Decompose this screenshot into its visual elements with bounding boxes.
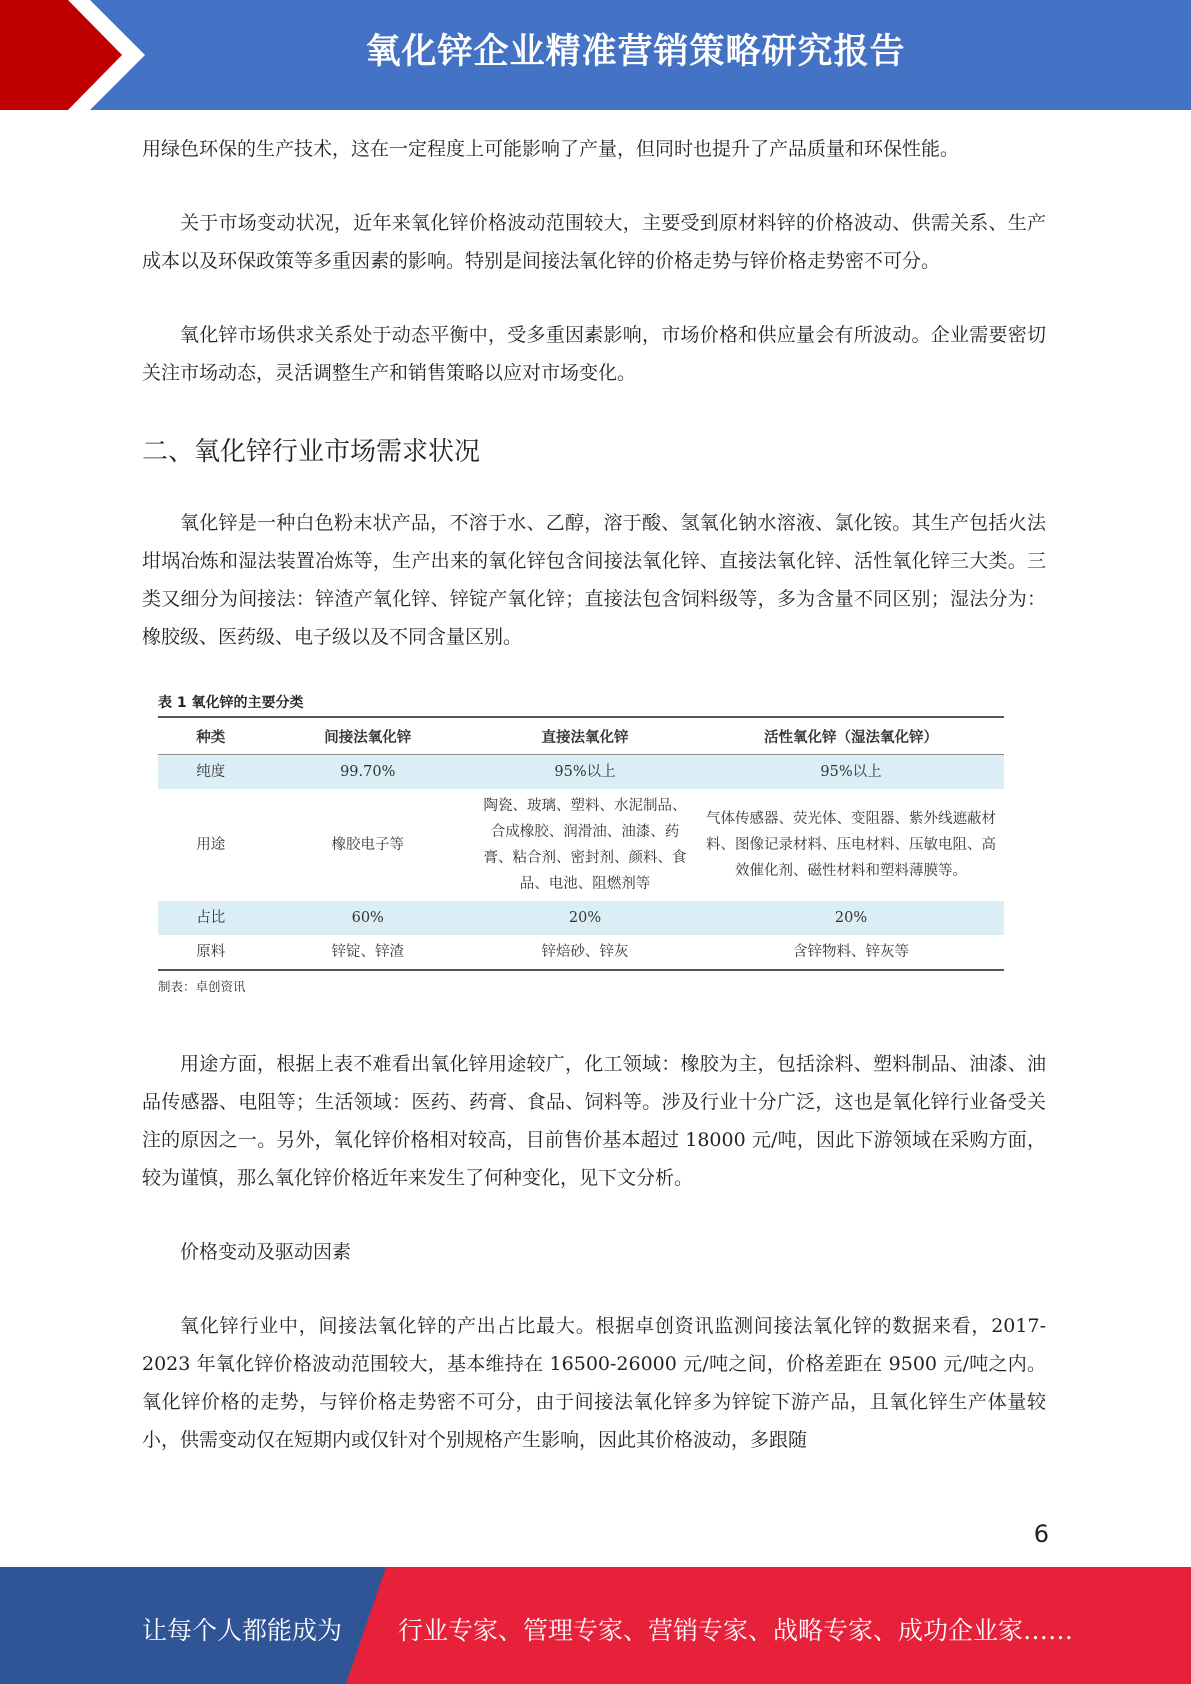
footer-slogan-left: 让每个人都能成为 — [142, 1616, 343, 1645]
table-row — [158, 901, 1004, 935]
header-banner — [0, 0, 1191, 110]
classification-table-figure — [158, 692, 1004, 995]
table-cell: 95%以上 — [472, 755, 698, 790]
table-cell: 60% — [263, 901, 472, 935]
paragraph: 氧化锌行业中，间接法氧化锌的产出占比最大。根据卓创资讯监测间接法氧化锌的数据来看，2017-2023 年氧化锌价格波动范围较大，基本维持在 16500-26000 元/吨之间，价格差距在 9500 元/吨之内。氧化锌价格的走势，与锌价格走势密不可分，由于间接法氧化锌多为锌锭下游产品，且氧化锌生产体量较小，供需变动仅在短期内或仅针对个别规格产生影响，因此其价格波动，多跟随 — [142, 1315, 1046, 1451]
paragraph: 用途方面，根据上表不难看出氧化锌用途较广，化工领域：橡胶为主，包括涂料、塑料制品、油漆、油品传感器、电阻等；生活领域：医药、药膏、食品、饲料等。涉及行业十分广泛，这也是氧化锌行业备受关注的原因之一。另外，氧化锌价格相对较高，目前售价基本超过 18000 元/吨，因此下游领域在采购方面，较为谨慎，那么氧化锌价格近年来发生了何种变化，见下文分析。 — [142, 1053, 1046, 1189]
table-cell: 纯度 — [158, 755, 263, 790]
footer-banner — [0, 1567, 1191, 1684]
footer-slogan-right: 行业专家、管理专家、营销专家、战略专家、成功企业家…… — [398, 1616, 1074, 1645]
table-caption: 表 1 氧化锌的主要分类 — [158, 695, 304, 711]
header-chevron-decoration — [0, 0, 160, 110]
page-content — [142, 130, 1046, 1459]
table-cell: 橡胶电子等 — [331, 837, 404, 853]
table-cell: 20% — [472, 901, 698, 935]
table-header-cell: 活性氧化锌（湿法氧化锌） — [698, 717, 1004, 755]
table-cell: 原料 — [158, 935, 263, 970]
paragraph: 氧化锌市场供求关系处于动态平衡中，受多重因素影响，市场价格和供应量会有所波动。企业需要密切关注市场动态，灵活调整生产和销售策略以应对市场变化。 — [142, 324, 1046, 384]
classification-table — [158, 716, 1004, 971]
table-cell: 气体传感器、荧光体、变阻器、紫外线遮蔽材料、图像记录材料、压电材料、压敏电阻、高效催化剂、磁性材料和塑料薄膜等。 — [706, 811, 996, 879]
table-cell: 含锌物料、锌灰等 — [698, 935, 1004, 970]
table-cell: 20% — [698, 901, 1004, 935]
table-cell: 99.70% — [263, 755, 472, 790]
page-number: 6 — [1033, 1520, 1049, 1548]
paragraph: 关于市场变动状况，近年来氧化锌价格波动范围较大，主要受到原材料锌的价格波动、供需关系、生产成本以及环保政策等多重因素的影响。特别是间接法氧化锌的价格走势与锌价格走势密不可分。 — [142, 212, 1046, 272]
table-header-cell: 种类 — [158, 717, 263, 755]
section-heading: 二、氧化锌行业市场需求状况 — [142, 437, 481, 467]
table-cell: 用途 — [196, 837, 226, 853]
table-cell: 95%以上 — [698, 755, 1004, 790]
paragraph: 氧化锌是一种白色粉末状产品，不溶于水、乙醇，溶于酸、氢氧化钠水溶液、氯化铵。其生产包括火法坩埚冶炼和湿法装置冶炼等，生产出来的氧化锌包含间接法氧化锌、直接法氧化锌、活性氧化锌三大类。三类又细分为间接法：锌渣产氧化锌、锌锭产氧化锌；直接法包含饲料级等，多为含量不同区别；湿法分为：橡胶级、医药级、电子级以及不同含量区别。 — [142, 512, 1046, 648]
table-cell: 陶瓷、玻璃、塑料、水泥制品、合成橡胶、润滑油、油漆、药膏、粘合剂、密封剂、颜料、食品、电池、阻燃剂等 — [483, 798, 687, 892]
table-row — [158, 755, 1004, 790]
table-header-cell: 直接法氧化锌 — [472, 717, 698, 755]
table-header-cell: 间接法氧化锌 — [263, 717, 472, 755]
table-header-row — [158, 717, 1004, 755]
table-row — [158, 789, 1004, 901]
table-cell: 锌焙砂、锌灰 — [472, 935, 698, 970]
table-source: 制表：卓创资讯 — [158, 979, 246, 994]
table-cell: 占比 — [158, 901, 263, 935]
subheading-paragraph: 价格变动及驱动因素 — [180, 1241, 352, 1263]
table-row — [158, 935, 1004, 970]
table-cell: 锌锭、锌渣 — [263, 935, 472, 970]
paragraph: 用绿色环保的生产技术，这在一定程度上可能影响了产量，但同时也提升了产品质量和环保性能。 — [142, 138, 960, 160]
report-title: 氧化锌企业精准营销策略研究报告 — [365, 32, 906, 72]
